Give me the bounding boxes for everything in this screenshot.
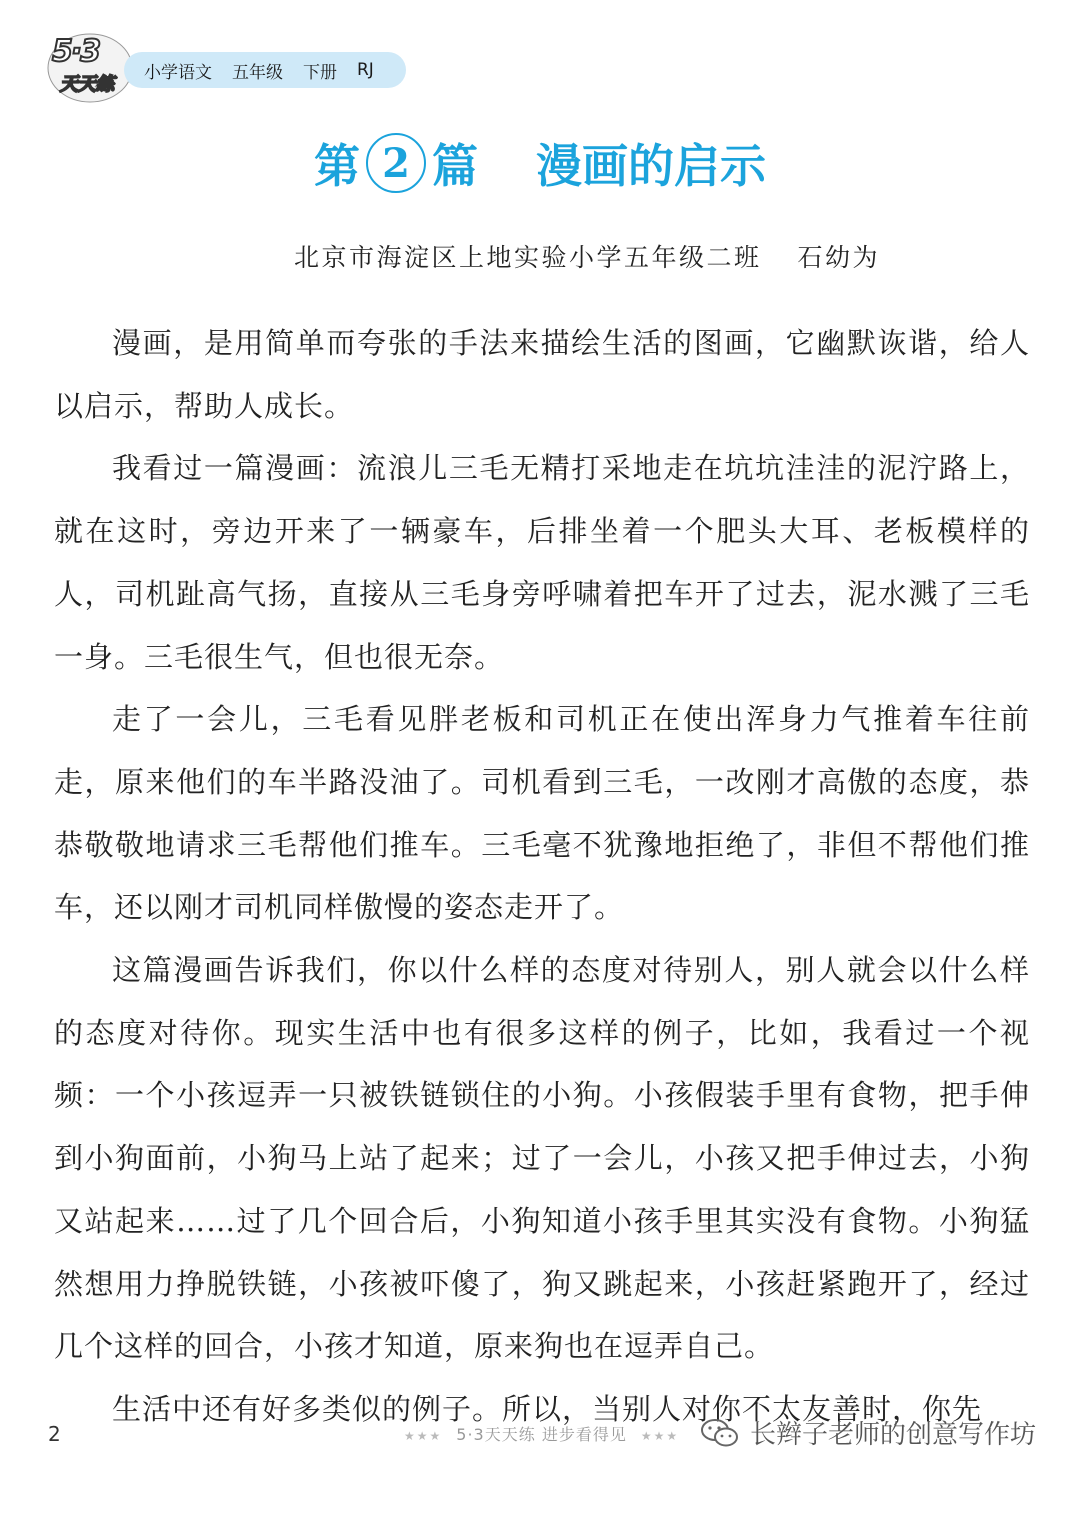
article-title: [0, 128, 1080, 198]
title-number-circle: 2: [366, 133, 426, 193]
paragraph: 走了一会儿，三毛看见胖老板和司机正在使出浑身力气推着车往前走，原来他们的车半路没油了。司机看到三毛，一改刚才高傲的态度，恭恭敬敬地请求三毛帮他们推车。三毛毫不犹豫地拒绝了，非但不帮他们推车，还以刚才司机同样傲慢的姿态走开了。: [54, 702, 1030, 925]
volume-label: 下册: [303, 62, 337, 83]
paragraph: 这篇漫画告诉我们，你以什么样的态度对待别人，别人就会以什么样的态度对待你。现实生活中也有很多这样的例子，比如，我看过一个视频：一个小孩逗弄一只被铁链锁住的小狗。小孩假装手里有食物，把手伸到小狗面前，小狗马上站了起来；过了一会儿，小孩又把手伸过去，小狗又站起来……过了几个回合后，小狗知道小孩手里其实没有食物。小狗猛然想用力挣脱铁链，小孩被吓傻了，狗又跳起来，小孩赶紧跑开了，经过几个这样的回合，小孩才知道，原来狗也在逗弄自己。: [54, 953, 1030, 1364]
subject-label: 小学语文: [144, 62, 212, 83]
paragraph: 我看过一篇漫画：流浪儿三毛无精打采地走在坑坑洼洼的泥泞路上，就在这时，旁边开来了一辆豪车，后排坐着一个肥头大耳、老板模样的人，司机趾高气扬，直接从三毛身旁呼啸着把车开了过去，泥水溅了三毛一身。三毛很生气，但也很无奈。: [54, 451, 1030, 674]
slogan-text: 5·3天天练 进步看得见: [456, 1425, 627, 1444]
stars-left-icon: ★★★: [404, 1429, 443, 1443]
title-name: 漫画的启示: [536, 139, 766, 193]
article-body: [54, 312, 1030, 1441]
byline: [294, 238, 880, 274]
stars-right-icon: ★★★: [640, 1429, 680, 1443]
byline-school: 北京市海淀区上地实验小学五年级二班: [293, 243, 762, 272]
edition-label: RJ: [357, 60, 374, 80]
footer-slogan: [390, 1422, 693, 1445]
page-number: 2: [48, 1422, 61, 1446]
paragraph: 生活中还有好多类似的例子。所以，当别人对你不太友善时，你先: [112, 1391, 983, 1426]
book-info-pill: [124, 52, 406, 88]
paragraph: 漫画，是用简单而夸张的手法来描绘生活的图画，它幽默诙谐，给人以启示，帮助人成长。: [54, 326, 1030, 423]
logo-caption: 天天练: [60, 74, 114, 95]
logo-number: 5·3: [52, 34, 100, 69]
watermark-text: 长辫子老师的创意写作坊: [750, 1420, 1037, 1450]
byline-author: 石幼为: [797, 243, 880, 272]
wechat-watermark: [700, 1414, 1036, 1451]
title-suffix: 篇: [432, 139, 478, 193]
wechat-icon: [700, 1417, 740, 1449]
title-prefix: 第: [314, 139, 360, 193]
grade-label: 五年级: [232, 62, 283, 83]
